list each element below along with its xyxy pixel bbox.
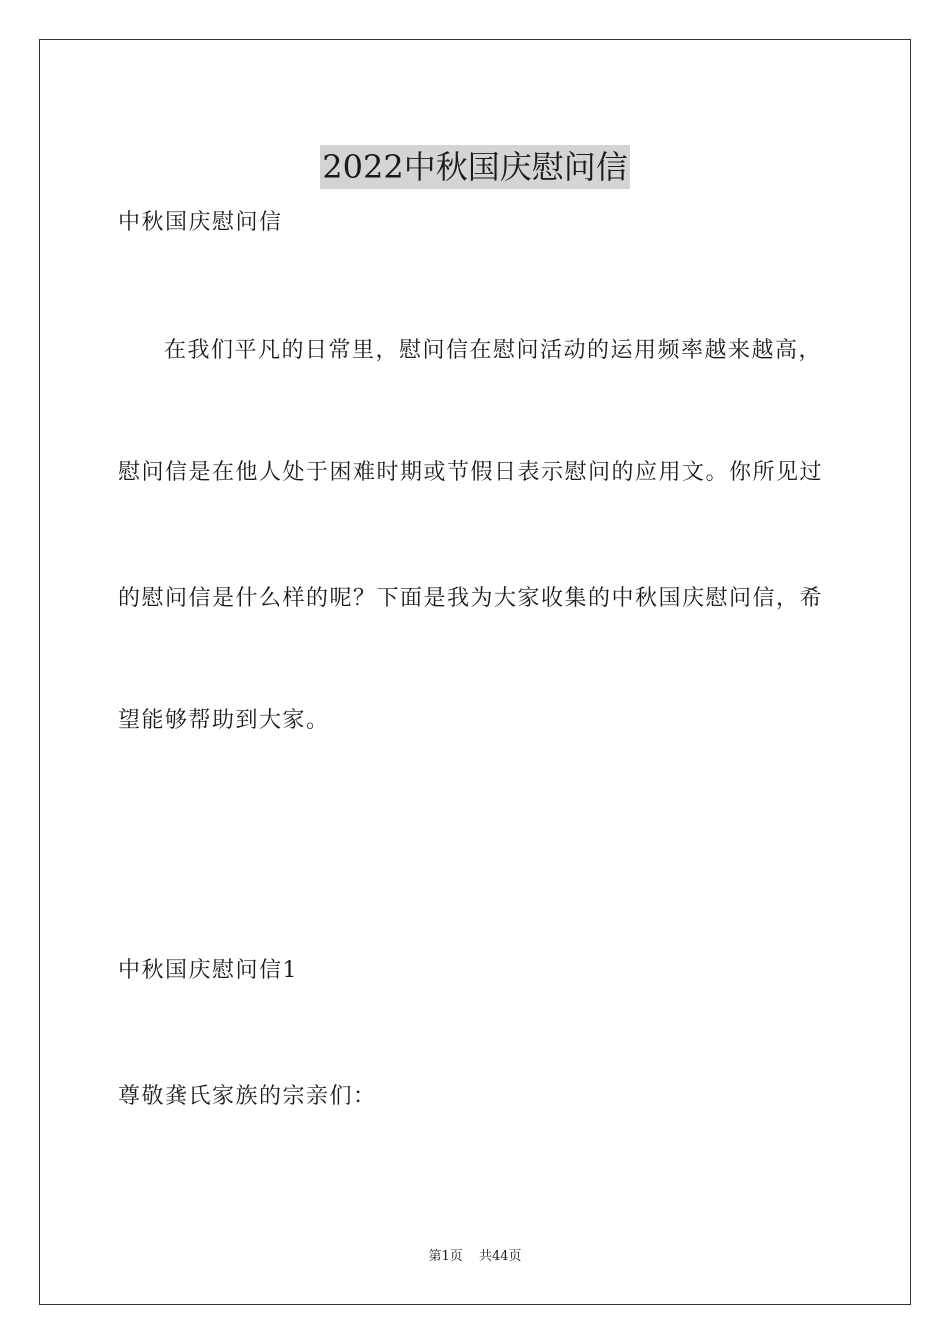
document-title: 2022中秋国庆慰问信 bbox=[320, 145, 629, 189]
title-container bbox=[0, 124, 950, 211]
subtitle: 中秋国庆慰问信 bbox=[118, 210, 283, 235]
page-footer bbox=[0, 1248, 950, 1266]
paragraph-line-4: 望能够帮助到大家。 bbox=[118, 708, 330, 733]
salutation: 尊敬龚氏家族的宗亲们： bbox=[118, 1084, 377, 1109]
section-heading: 中秋国庆慰问信1 bbox=[118, 958, 298, 983]
paragraph-line-2: 慰问信是在他人处于困难时期或节假日表示慰问的应用文。你所见过 bbox=[118, 460, 824, 485]
paragraph-line-3: 的慰问信是什么样的呢？下面是我为大家收集的中秋国庆慰问信，希 bbox=[118, 586, 824, 611]
page-number: 第1页 bbox=[428, 1249, 463, 1264]
paragraph-line-1: 在我们平凡的日常里，慰问信在慰问活动的运用频率越来越高， bbox=[164, 338, 823, 363]
page-total: 共44页 bbox=[478, 1249, 522, 1264]
